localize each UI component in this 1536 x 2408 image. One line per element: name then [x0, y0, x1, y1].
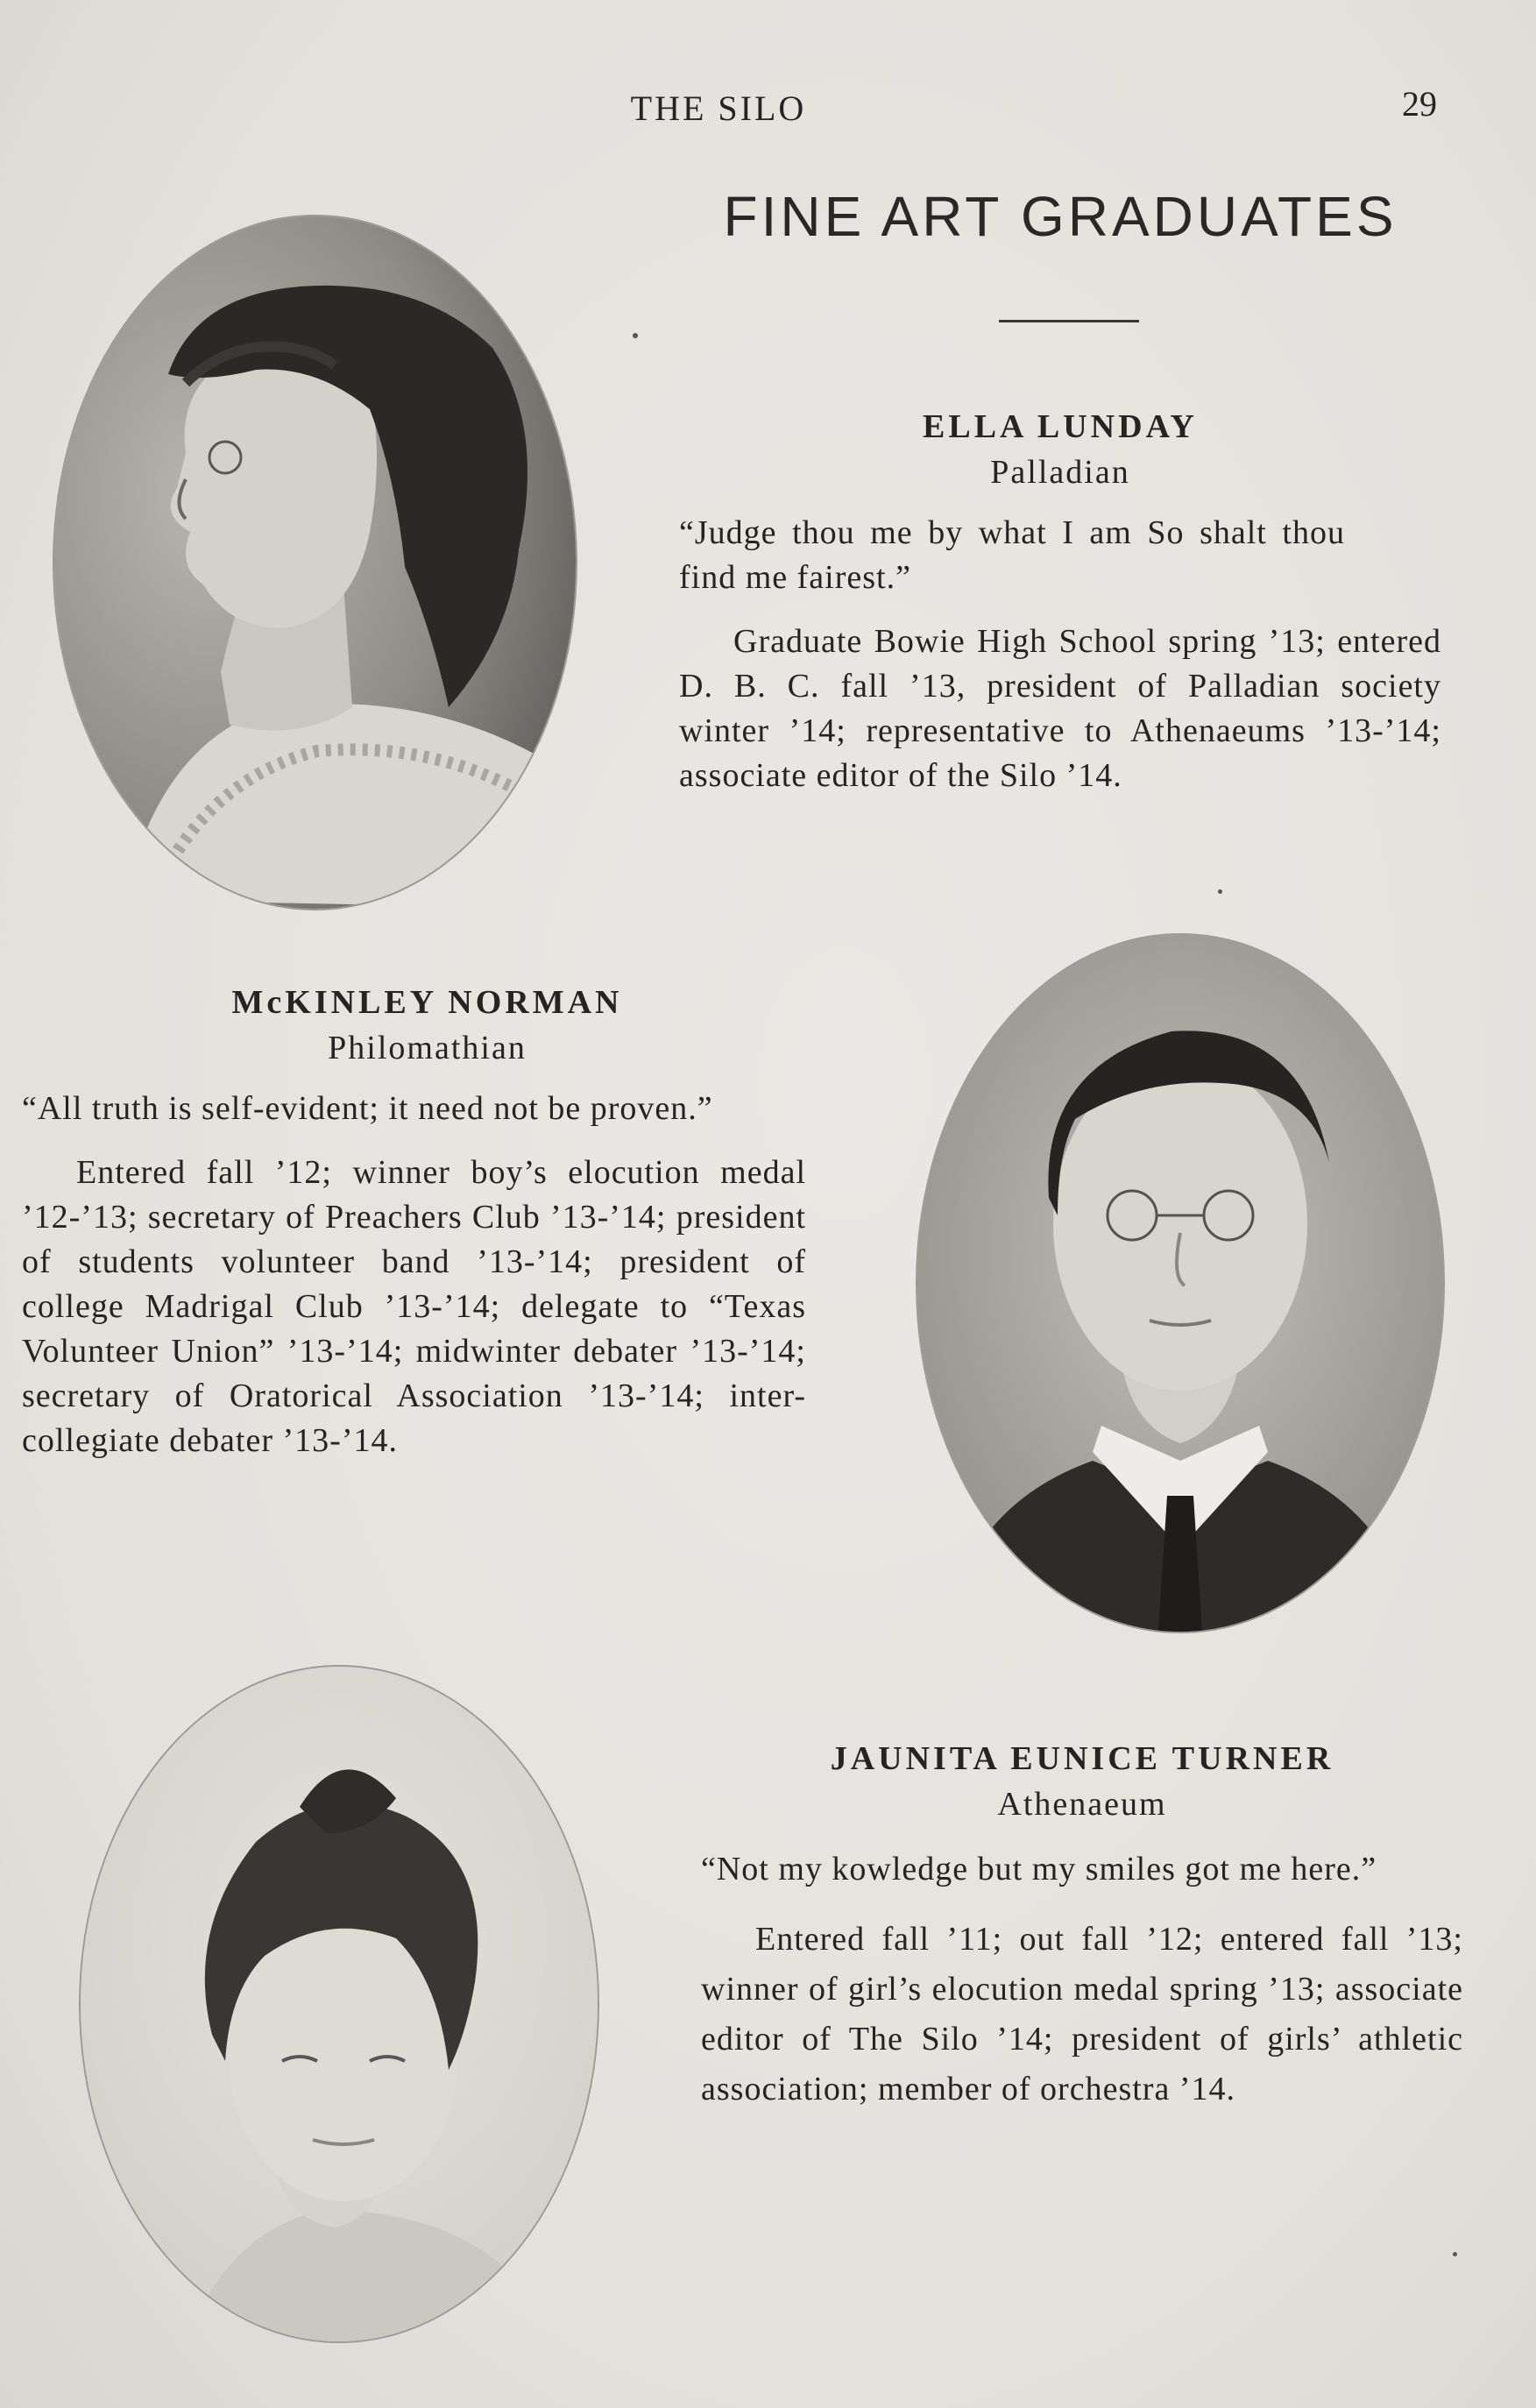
section-title: FINE ART GRADUATES [723, 185, 1398, 248]
graduate-bio: Graduate Bowie High School spring ’13; entered D. B. C. fall ’13, president of Palladian society winter ’14; representative to Athenaeums ’13-’14; associate editor of the Silo ’14. [679, 623, 1441, 794]
title-divider [999, 320, 1139, 322]
print-speck [1453, 2252, 1457, 2256]
society-name: Palladian [990, 454, 1130, 491]
graduate-quote: “Not my kowledge but my smiles got me here.” [701, 1851, 1377, 1887]
portrait-ella-lunday-photo [54, 216, 576, 909]
graduate-quote: “Judge thou me by what I am So shalt thou find me fairest.” [679, 514, 1345, 596]
graduate-bio: Entered fall ’12; winner boy’s elocution medal ’12-’13; secretary of Preachers Club ’13-’14; president of students volunteer band ’13-’14; president of college Madrigal Club ’13-’14; delegate to “Texas Volunteer Union” ’13-’14; midwinter debater ’13-’14; secretary of Oratorical Association ’13-’14; inter-collegiate debater ’13-’14. [22, 1154, 806, 1459]
running-title: THE SILO [630, 89, 807, 128]
print-speck [633, 333, 638, 338]
graduate-quote: “All truth is self-evident; it need not be proven.” [22, 1090, 713, 1127]
entry-mckinley-norman [22, 983, 806, 1463]
portrait-mckinley-norman [916, 933, 1445, 1633]
graduate-name: McKINLEY NORMAN [231, 984, 623, 1021]
entry-jaunita-turner [701, 1739, 1463, 2114]
society-name: Athenaeum [997, 1786, 1167, 1823]
portrait-jaunita-turner-photo [81, 1667, 598, 2341]
society-name: Philomathian [328, 1030, 527, 1066]
page-number: 29 [1402, 84, 1437, 124]
portrait-jaunita-turner [79, 1665, 599, 2343]
portrait-ella-lunday [53, 215, 577, 910]
entry-ella-lunday [679, 407, 1441, 798]
graduate-name: ELLA LUNDAY [923, 408, 1198, 445]
graduate-bio: Entered fall ’11; out fall ’12; entered fall ’13; winner of girl’s elocution medal spring ’13; associate editor of The Silo ’14; president of girls’ athletic association; member of orchestra ’14. [701, 1921, 1463, 2107]
print-speck [1218, 889, 1222, 894]
graduate-name: JAUNITA EUNICE TURNER [830, 1740, 1334, 1777]
portrait-mckinley-norman-photo [917, 935, 1443, 1632]
